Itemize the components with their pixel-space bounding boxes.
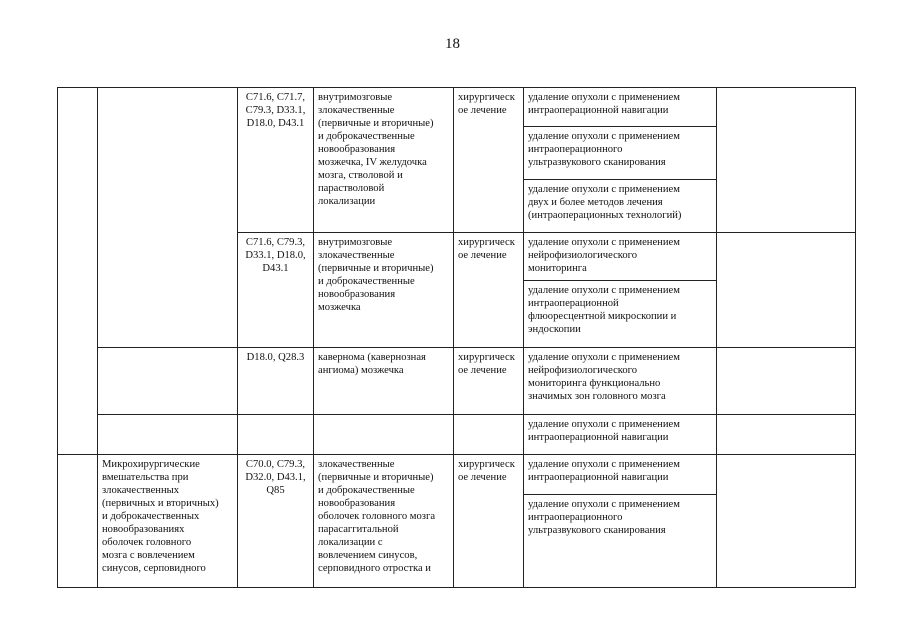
disease-cell [314,233,454,348]
disease-text: внутримозговые злокачественные (первичные и вторичные) и доброкачественные новообразования мозжечка, IV желудочка мозга, стволовой и парастволовой локализации [318,92,434,207]
treatment-type: хирургическ ое лечение [458,92,515,116]
method-text: удаление опухоли с применением интраоперационного ультразвукового сканирования [528,131,680,168]
disease-cell [314,415,454,455]
method-cell [524,233,717,281]
disease-cell [314,455,454,588]
treatment-type: хирургическ ое лечение [458,352,515,376]
method-cell [524,348,717,415]
treatment-type-cell [454,415,524,455]
method-cell [524,455,717,495]
icd-codes-cell [238,415,314,455]
disease-text: злокачественные (первичные и вторичные) и доброкачественные новообразования оболочек головного мозга парасаггитальной локализации с вовлечением синусов, серповидного отростка и [318,459,436,574]
icd-codes: D18.0, Q28.3 [246,352,305,363]
intervention-text: Микрохирургические вмешательства при злокачественных (первичных и вторичных) и доброкачественных новообразованиях оболочек головного мозга с вовлечением синусов, серповидного [102,459,219,574]
table-row [58,88,856,127]
method-text: удаление опухоли с применением интраоперационной навигации [528,459,680,483]
method-cell [524,180,717,233]
method-text: удаление опухоли с применением интраоперационной флюоресцентной микроскопии и эндоскопии [528,285,680,335]
intervention-cell [98,348,238,415]
icd-codes: C71.6, C79.3, D33.1, D18.0, D43.1 [245,237,306,274]
icd-codes: C71.6, C71.7, C79.3, D33.1, D18.0, D43.1 [245,92,306,129]
disease-cell [314,348,454,415]
table-row [58,415,856,455]
icd-codes-cell [238,455,314,588]
method-text: удаление опухоли с применением интраоперационной навигации [528,92,680,116]
method-text: удаление опухоли с применением интраоперационной навигации [528,419,680,443]
table-row [58,348,856,415]
disease-text: кавернома (кавернозная ангиома) мозжечка [318,352,426,376]
disease-text: внутримозговые злокачественные (первичные и вторичные) и доброкачественные новообразования мозжечка [318,237,434,313]
method-text: удаление опухоли с применением двух и более методов лечения (интраоперационных технологий) [528,184,682,221]
extra-cell [717,348,856,415]
disease-cell [314,88,454,233]
medical-care-table [57,87,856,588]
intervention-cell [98,415,238,455]
method-text: удаление опухоли с применением интраоперационного ультразвукового сканирования [528,499,680,536]
intervention-cell [98,233,238,348]
method-cell [524,415,717,455]
method-text: удаление опухоли с применением нейрофизиологического мониторинга функционально значимых зон головного мозга [528,352,680,402]
intervention-cell [98,455,238,588]
extra-cell [717,88,856,233]
method-text: удаление опухоли с применением нейрофизиологического мониторинга [528,237,680,274]
icd-codes: C70.0, C79.3, D32.0, D43.1, Q85 [245,459,306,496]
table-row [58,233,856,281]
method-cell [524,495,717,588]
method-cell [524,281,717,348]
extra-cell [717,233,856,348]
method-cell [524,88,717,127]
row-number-cell [58,233,98,455]
icd-codes-cell [238,233,314,348]
extra-cell [717,415,856,455]
treatment-type-cell [454,348,524,415]
extra-cell [717,455,856,588]
icd-codes-cell [238,348,314,415]
treatment-type-cell [454,455,524,588]
icd-codes-cell [238,88,314,233]
treatment-type-cell [454,88,524,233]
treatment-type: хирургическ ое лечение [458,237,515,261]
intervention-cell [98,88,238,233]
treatment-type-cell [454,233,524,348]
row-number-cell [58,88,98,233]
treatment-type: хирургическ ое лечение [458,459,515,483]
table-row [58,455,856,495]
page-number: 18 [445,36,460,52]
row-number-cell [58,455,98,588]
method-cell [524,127,717,180]
